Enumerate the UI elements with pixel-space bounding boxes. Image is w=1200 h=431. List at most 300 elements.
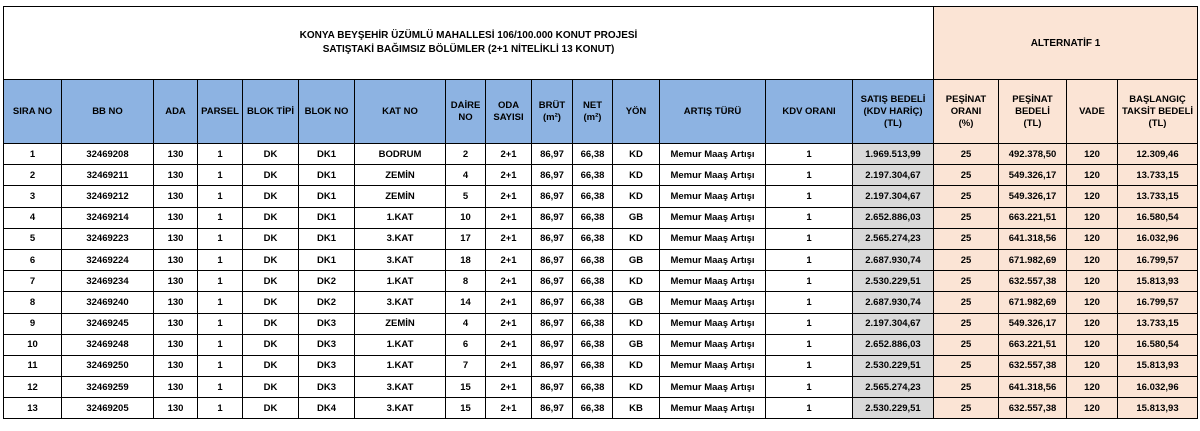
table-row (4, 271, 1198, 292)
column-header-line: BRÜT (538, 99, 566, 111)
table-cell: 3.KAT (355, 228, 446, 249)
column-header (4, 80, 62, 144)
table-cell: 1 (766, 292, 853, 313)
table-cell: KD (613, 228, 660, 249)
column-header-line: (%) (958, 117, 974, 129)
table-cell: 1.KAT (355, 271, 446, 292)
table-cell: 10 (4, 334, 62, 355)
table-cell: 120 (1067, 334, 1118, 355)
table-cell: 32469205 (62, 398, 154, 419)
table-cell: Memur Maaş Artışı (660, 228, 766, 249)
table-cell: 25 (934, 249, 999, 270)
table-cell: 2.652.886,03 (853, 334, 934, 355)
table-cell: DK (243, 228, 299, 249)
table-cell: 549.326,17 (999, 165, 1067, 186)
project-title (4, 7, 934, 80)
table-cell: DK (243, 398, 299, 419)
table-cell: 1.969.513,99 (853, 144, 934, 165)
column-header-line: BLOK NO (304, 105, 349, 117)
table-cell: 6 (446, 334, 486, 355)
table-cell: 32469240 (62, 292, 154, 313)
table-cell: 1 (198, 334, 243, 355)
table-cell: 16.032,96 (1118, 377, 1198, 398)
table-cell: 632.557,38 (999, 355, 1067, 376)
column-header (486, 80, 532, 144)
table-cell: 4 (446, 165, 486, 186)
table-cell: 1 (766, 186, 853, 207)
column-header (1118, 80, 1198, 144)
table-cell: 2.530.229,51 (853, 398, 934, 419)
table-cell: DK (243, 313, 299, 334)
table-cell: 130 (154, 249, 198, 270)
table-cell: 2.687.930,74 (853, 292, 934, 313)
column-header (613, 80, 660, 144)
table-cell: 86,97 (532, 355, 573, 376)
column-header-line: BB NO (92, 105, 123, 117)
table-cell: 671.982,69 (999, 249, 1067, 270)
column-header-line: NO (458, 111, 473, 123)
table-cell: 11 (4, 355, 62, 376)
column-header-line: ORANI (950, 105, 982, 117)
table-cell: 25 (934, 271, 999, 292)
table-cell: 7 (446, 355, 486, 376)
table-cell: 2.530.229,51 (853, 355, 934, 376)
table-cell: 130 (154, 186, 198, 207)
table-cell: 5 (446, 186, 486, 207)
table-cell: 2.530.229,51 (853, 271, 934, 292)
table-cell: 120 (1067, 377, 1118, 398)
table-cell: 32469248 (62, 334, 154, 355)
column-header-line: PEŞİNAT (1012, 93, 1053, 105)
table-cell: 32469250 (62, 355, 154, 376)
column-header (660, 80, 766, 144)
table-cell: 2 (446, 144, 486, 165)
table-cell: 1 (766, 165, 853, 186)
table-cell: 632.557,38 (999, 271, 1067, 292)
table-cell: 671.982,69 (999, 292, 1067, 313)
table-cell: 32469212 (62, 186, 154, 207)
table-cell: 1 (766, 207, 853, 228)
table-cell: 66,38 (573, 398, 613, 419)
table-cell: Memur Maaş Artışı (660, 355, 766, 376)
column-header-line: (TL) (884, 117, 902, 129)
column-header (299, 80, 355, 144)
table-cell: 5 (4, 228, 62, 249)
table-cell: 66,38 (573, 207, 613, 228)
table-cell: 1 (766, 355, 853, 376)
table-cell: 13 (4, 398, 62, 419)
table-cell: KD (613, 355, 660, 376)
table-cell: 1 (766, 313, 853, 334)
column-header (934, 80, 999, 144)
table-cell: 2.197.304,67 (853, 165, 934, 186)
table-cell: 1 (198, 271, 243, 292)
column-header-line: PEŞİNAT (945, 93, 987, 105)
table-cell: 16.799,57 (1118, 292, 1198, 313)
table-cell: 32469214 (62, 207, 154, 228)
table-cell: 3.KAT (355, 398, 446, 419)
table-cell: 86,97 (532, 334, 573, 355)
table-cell: 25 (934, 186, 999, 207)
table-cell: 66,38 (573, 313, 613, 334)
table-cell: 16.032,96 (1118, 228, 1198, 249)
table-cell: 130 (154, 228, 198, 249)
table-cell: 66,38 (573, 228, 613, 249)
table-cell: 25 (934, 292, 999, 313)
table-cell: 1 (766, 334, 853, 355)
table-cell: 1 (766, 377, 853, 398)
table-cell: 66,38 (573, 165, 613, 186)
table-cell: 8 (446, 271, 486, 292)
table-cell: Memur Maaş Artışı (660, 398, 766, 419)
table-cell: 86,97 (532, 292, 573, 313)
table-cell: Memur Maaş Artışı (660, 271, 766, 292)
table-cell: 4 (446, 313, 486, 334)
column-header-line: (m²) (583, 111, 602, 123)
table-cell: DK3 (299, 377, 355, 398)
table-cell: DK (243, 207, 299, 228)
table-cell: 3.KAT (355, 249, 446, 270)
table-cell: 1 (766, 249, 853, 270)
table-cell: 2.565.274,23 (853, 228, 934, 249)
column-header (62, 80, 154, 144)
column-header-line: NET (583, 99, 602, 111)
table-cell: ZEMİN (355, 165, 446, 186)
table-cell: DK1 (299, 207, 355, 228)
table-cell: 18 (446, 249, 486, 270)
table-cell: 2+1 (486, 271, 532, 292)
column-header (446, 80, 486, 144)
table-cell: 2+1 (486, 377, 532, 398)
table-cell: 492.378,50 (999, 144, 1067, 165)
table-cell: 663.221,51 (999, 207, 1067, 228)
column-header-line: (TL) (1023, 117, 1042, 129)
table-cell: 32469211 (62, 165, 154, 186)
table-cell: GB (613, 334, 660, 355)
table-cell: 1 (198, 165, 243, 186)
column-header-line: BEDELİ (1015, 105, 1050, 117)
table-cell: 2+1 (486, 398, 532, 419)
alternative-title: ALTERNATİF 1 (934, 7, 1198, 80)
table-cell: 1 (198, 144, 243, 165)
table-cell: 1 (198, 377, 243, 398)
column-header-line: KDV ORANI (782, 105, 836, 117)
table-cell: 15.813,93 (1118, 398, 1198, 419)
table-cell: DK1 (299, 144, 355, 165)
table-cell: 130 (154, 377, 198, 398)
table-cell: 1 (198, 355, 243, 376)
table-cell: 13.733,15 (1118, 313, 1198, 334)
table-row (4, 186, 1198, 207)
table-cell: 66,38 (573, 377, 613, 398)
table-cell: 130 (154, 207, 198, 228)
table-cell: 12 (4, 377, 62, 398)
column-header (573, 80, 613, 144)
table-cell: 86,97 (532, 377, 573, 398)
table-cell: DK (243, 249, 299, 270)
table-cell: 32469234 (62, 271, 154, 292)
table-cell: DK3 (299, 355, 355, 376)
table-cell: 6 (4, 249, 62, 270)
column-header (999, 80, 1067, 144)
table-cell: 641.318,56 (999, 228, 1067, 249)
table-cell: 1 (198, 186, 243, 207)
table-cell: 14 (446, 292, 486, 313)
table-cell: DK1 (299, 186, 355, 207)
table-cell: DK3 (299, 334, 355, 355)
table-cell: Memur Maaş Artışı (660, 144, 766, 165)
table-cell: KD (613, 271, 660, 292)
table-cell: 2.687.930,74 (853, 249, 934, 270)
table-cell: 663.221,51 (999, 334, 1067, 355)
table-cell: DK (243, 165, 299, 186)
table-cell: 32469223 (62, 228, 154, 249)
column-header-line: VADE (1079, 105, 1105, 117)
column-header-line: ARTIŞ TÜRÜ (683, 105, 742, 117)
table-cell: 2+1 (486, 186, 532, 207)
column-header (198, 80, 243, 144)
table-cell: 15.813,93 (1118, 271, 1198, 292)
column-header-line: (m²) (543, 111, 561, 123)
table-cell: DK2 (299, 271, 355, 292)
table-cell: 120 (1067, 292, 1118, 313)
column-header (1067, 80, 1118, 144)
table-row (4, 355, 1198, 376)
table-cell: DK (243, 186, 299, 207)
table-cell: 86,97 (532, 186, 573, 207)
table-cell: 130 (154, 398, 198, 419)
table-cell: 1 (766, 144, 853, 165)
column-header-line: SAYISI (493, 111, 524, 123)
table-cell: 120 (1067, 398, 1118, 419)
column-header-line: (KDV HARİÇ) (863, 105, 923, 117)
table-cell: 13.733,15 (1118, 165, 1198, 186)
table-cell: 1.KAT (355, 355, 446, 376)
column-header-line: TAKSİT BEDELİ (1121, 105, 1194, 117)
sales-table (3, 6, 1198, 419)
table-row (4, 165, 1198, 186)
table-cell: 1 (198, 398, 243, 419)
table-row (4, 144, 1198, 165)
table-cell: GB (613, 292, 660, 313)
table-cell: 2.197.304,67 (853, 186, 934, 207)
table-cell: 86,97 (532, 249, 573, 270)
project-title-line1: KONYA BEYŞEHİR ÜZÜMLÜ MAHALLESİ 106/100.000 KONUT PROJESİ (299, 30, 638, 41)
table-cell: 16.580,54 (1118, 334, 1198, 355)
table-cell: 2+1 (486, 228, 532, 249)
table-cell: 1 (198, 292, 243, 313)
table-cell: 2+1 (486, 313, 532, 334)
table-cell: Memur Maaş Artışı (660, 186, 766, 207)
table-cell: 15 (446, 377, 486, 398)
table-cell: 25 (934, 334, 999, 355)
column-header-line: SATIŞ BEDELİ (860, 93, 926, 105)
table-cell: DK (243, 271, 299, 292)
table-row (4, 292, 1198, 313)
table-cell: 120 (1067, 207, 1118, 228)
table-cell: 15.813,93 (1118, 355, 1198, 376)
table-cell: 16.799,57 (1118, 249, 1198, 270)
table-row (4, 398, 1198, 419)
table-cell: 2.565.274,23 (853, 377, 934, 398)
table-row (4, 334, 1198, 355)
table-cell: 86,97 (532, 144, 573, 165)
table-row (4, 313, 1198, 334)
table-cell: 25 (934, 398, 999, 419)
table-cell: 8 (4, 292, 62, 313)
table-cell: 66,38 (573, 144, 613, 165)
column-header (355, 80, 446, 144)
table-cell: 32469224 (62, 249, 154, 270)
table-cell: 25 (934, 144, 999, 165)
table-cell: DK1 (299, 228, 355, 249)
column-header-line: YÖN (625, 105, 647, 117)
table-cell: 25 (934, 377, 999, 398)
table-cell: DK1 (299, 249, 355, 270)
table-cell: 12.309,46 (1118, 144, 1198, 165)
table-cell: 2.197.304,67 (853, 313, 934, 334)
table-cell: Memur Maaş Artışı (660, 334, 766, 355)
column-header-line: KAT NO (382, 105, 418, 117)
column-header (766, 80, 853, 144)
table-cell: 4 (4, 207, 62, 228)
table-cell: 13.733,15 (1118, 186, 1198, 207)
table-cell: 130 (154, 355, 198, 376)
table-cell: 66,38 (573, 334, 613, 355)
table-cell: 549.326,17 (999, 313, 1067, 334)
column-header (532, 80, 573, 144)
table-cell: 632.557,38 (999, 398, 1067, 419)
table-cell: DK4 (299, 398, 355, 419)
table-cell: 1 (766, 228, 853, 249)
table-cell: 66,38 (573, 271, 613, 292)
table-cell: 86,97 (532, 165, 573, 186)
column-header (243, 80, 299, 144)
table-row (4, 377, 1198, 398)
table-cell: 66,38 (573, 292, 613, 313)
table-cell: KD (613, 144, 660, 165)
table-cell: Memur Maaş Artışı (660, 207, 766, 228)
column-header-line: (TL) (1148, 117, 1167, 129)
table-cell: 2+1 (486, 144, 532, 165)
table-cell: ZEMİN (355, 186, 446, 207)
table-cell: DK3 (299, 313, 355, 334)
column-header-line: SIRA NO (12, 105, 53, 117)
table-cell: KB (613, 398, 660, 419)
table-cell: 120 (1067, 249, 1118, 270)
table-cell: DK (243, 334, 299, 355)
table-cell: 2+1 (486, 292, 532, 313)
table-cell: 549.326,17 (999, 186, 1067, 207)
table-cell: 25 (934, 207, 999, 228)
table-cell: 25 (934, 165, 999, 186)
table-cell: 1 (4, 144, 62, 165)
table-cell: 3 (4, 186, 62, 207)
table-cell: 10 (446, 207, 486, 228)
table-cell: 2+1 (486, 207, 532, 228)
table-cell: 86,97 (532, 398, 573, 419)
column-header-line: ODA (497, 99, 520, 111)
table-cell: KD (613, 186, 660, 207)
column-header-line: BLOK TİPİ (247, 105, 294, 117)
table-cell: 15 (446, 398, 486, 419)
table-cell: 7 (4, 271, 62, 292)
table-cell: 130 (154, 292, 198, 313)
table-cell: 25 (934, 355, 999, 376)
table-cell: 120 (1067, 144, 1118, 165)
table-cell: 17 (446, 228, 486, 249)
table-cell: 130 (154, 334, 198, 355)
table-cell: 86,97 (532, 207, 573, 228)
table-row (4, 249, 1198, 270)
table-cell: DK (243, 355, 299, 376)
table-cell: Memur Maaş Artışı (660, 292, 766, 313)
table-cell: 1.KAT (355, 207, 446, 228)
table-cell: 1 (198, 249, 243, 270)
table-cell: DK1 (299, 165, 355, 186)
table-cell: 2+1 (486, 165, 532, 186)
table-cell: DK2 (299, 292, 355, 313)
table-cell: KD (613, 313, 660, 334)
table-cell: 86,97 (532, 271, 573, 292)
table-cell: KD (613, 377, 660, 398)
table-cell: Memur Maaş Artışı (660, 377, 766, 398)
table-cell: 120 (1067, 228, 1118, 249)
table-cell: 3.KAT (355, 292, 446, 313)
table-cell: 1 (766, 398, 853, 419)
table-cell: Memur Maaş Artışı (660, 313, 766, 334)
table-cell: 25 (934, 228, 999, 249)
title-row (4, 7, 1198, 80)
table-cell: 32469259 (62, 377, 154, 398)
table-cell: 120 (1067, 186, 1118, 207)
table-cell: DK (243, 377, 299, 398)
table-cell: 1 (198, 228, 243, 249)
table-cell: 130 (154, 165, 198, 186)
table-cell: 66,38 (573, 186, 613, 207)
table-cell: 3.KAT (355, 377, 446, 398)
table-cell: 1 (198, 313, 243, 334)
table-row (4, 207, 1198, 228)
table-cell: BODRUM (355, 144, 446, 165)
table-cell: ZEMİN (355, 313, 446, 334)
column-header-line: BAŞLANGIÇ (1129, 93, 1186, 105)
table-cell: 2 (4, 165, 62, 186)
table-cell: DK (243, 292, 299, 313)
table-cell: 32469208 (62, 144, 154, 165)
column-header-line: ADA (165, 105, 186, 117)
project-title-line2: SATIŞTAKİ BAĞIMSIZ BÖLÜMLER (2+1 NİTELİKLİ 13 KONUT) (322, 44, 615, 55)
table-cell: 130 (154, 271, 198, 292)
column-header (853, 80, 934, 144)
table-cell: 120 (1067, 313, 1118, 334)
table-cell: GB (613, 249, 660, 270)
column-header (154, 80, 198, 144)
table-cell: 2+1 (486, 334, 532, 355)
table-cell: 130 (154, 313, 198, 334)
table-cell: 66,38 (573, 249, 613, 270)
table-cell: 9 (4, 313, 62, 334)
table-row (4, 228, 1198, 249)
header-row (4, 80, 1198, 144)
table-cell: GB (613, 207, 660, 228)
table-cell: 2.652.886,03 (853, 207, 934, 228)
table-cell: 2+1 (486, 249, 532, 270)
table-cell: 120 (1067, 165, 1118, 186)
table-cell: 2+1 (486, 355, 532, 376)
table-cell: 120 (1067, 271, 1118, 292)
table-cell: 32469245 (62, 313, 154, 334)
